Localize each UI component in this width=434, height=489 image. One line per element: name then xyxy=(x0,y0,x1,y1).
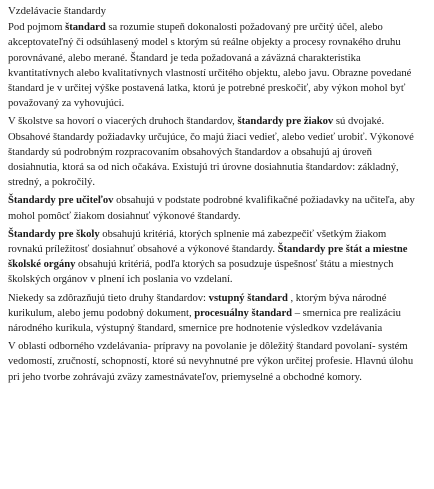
paragraph-school-standards xyxy=(8,227,422,288)
text-segment: obsahujú kritériá, ktorých splnenie má zabezpečiť všetkým žiakom rovnakú príležitosť dosiahnuť obsahové a výkonové štandardy. xyxy=(8,228,387,256)
paragraph-vocational xyxy=(8,339,422,385)
bold-term-state-standards: Štandardy pre štát a miestne školské orgány xyxy=(8,244,408,271)
text-segment: – smernica pre realizáciu národného kurikula, výstupný štandard, smernice pre hodnotenie výsledkov vzdelávania xyxy=(8,307,401,335)
text-segment: V oblasti odborného vzdelávania- prípravy na povolanie je dôležitý štandard povolaní- systém vedomostí, zručností, schopností, ktoré sú nevyhnutné pre výkon určitej profesie. Hlavnú úlohu pri jeho tvorbe zohrávajú zväzy zamestnávateľov, priemyselné a obchodné komory. xyxy=(8,341,414,383)
text-segment: obsahujú kritériá, podľa ktorých sa posudzuje úspešnosť štátu a miestnych školských orgánov v plnení ich poslania vo vzdelaní. xyxy=(8,259,394,286)
bold-term-teacher-standards: Štandardy pre učiteľov xyxy=(8,195,114,207)
bold-term-input-standard: vstupný štandard xyxy=(208,292,288,304)
text-segment: sa rozumie stupeň dokonalosti požadovaný pre určitý účel, alebo akceptovateľný či odsúhlasený model s ktorým sú reálne objekty a procesy rovnakého druhu porovnávané, alebo merané. Štandard je teda požadovaná a záväzná charakteristika kvantitatívnych alebo kvalitatívnych vlastností určitého objektu, alebo javu. Obrazne povedané štandard je v určitej výške postavená latka, ktorú je potrebné preskočiť, aby výkon mohol byť považovaný za vyhovujúci. xyxy=(8,22,412,110)
bold-term-student-standards: štandardy pre žiakov xyxy=(237,116,334,128)
bold-term-standard: štandard xyxy=(65,22,106,34)
bold-term-process-standard: procesuálny štandard xyxy=(194,307,293,319)
text-segment: V školstve sa hovorí o viacerých druhoch štandardov, xyxy=(8,116,238,128)
text-segment: Niekedy sa zdôrazňujú tieto druhy štandardov: xyxy=(8,292,209,304)
text-segment: , ktorým býva národné kurikulum, alebo jemu podobný dokument, xyxy=(8,292,387,319)
text-segment: sú dvojaké. Obsahové štandardy požiadavky určujúce, čo majú žiaci vedieť, alebo vedieť urobiť. Výkonové štandardy sú podrobným rozpracovaním obsahových štandardov a obsahujú aj úroveň dosiahnutia, ktorá sa od nich očakáva. Existujú tri úrovne dosiahnutia štandardov: základný, stredný, a pokročilý. xyxy=(8,116,414,189)
text-segment: obsahujú v podstate podrobné kvalifikačné požiadavky na učiteľa, aby mohol pomôcť žiakom dosiahnuť výkonové štandardy. xyxy=(8,195,415,222)
paragraph-definition xyxy=(8,20,422,111)
paragraph-student-standards xyxy=(8,114,422,190)
text-segment: Pod pojmom xyxy=(8,22,66,34)
paragraph-standard-types xyxy=(8,291,422,337)
document-title: Vzdelávacie štandardy xyxy=(8,5,107,17)
paragraph-teacher-standards xyxy=(8,193,422,223)
bold-term-school-standards: Štandardy pre školy xyxy=(8,228,100,240)
